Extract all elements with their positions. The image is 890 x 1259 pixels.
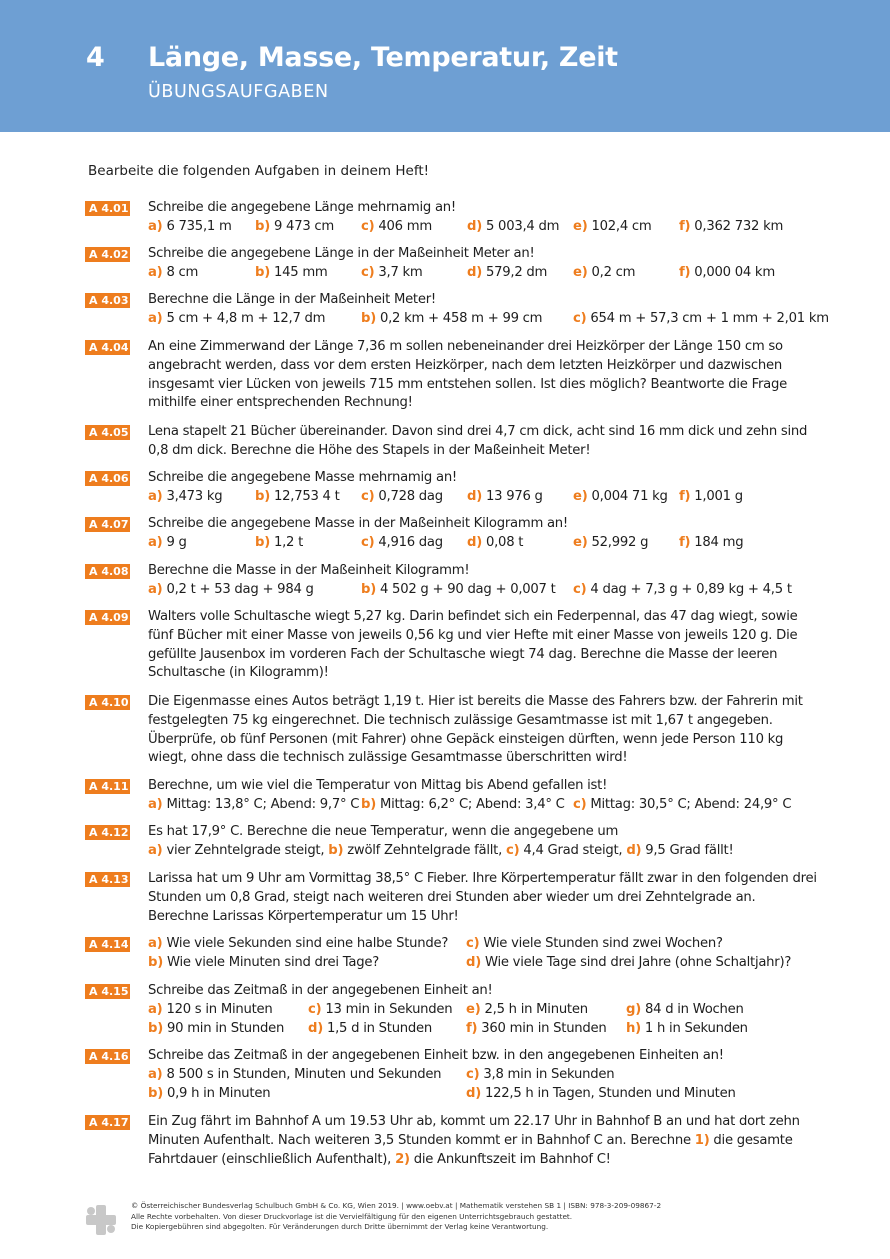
task-text-line: Schreibe die angegebene Masse mehrnamig an! xyxy=(148,470,457,485)
subtask xyxy=(361,218,432,237)
task-text-line: Es hat 17,9° C. Berechne die neue Temperatur, wenn die angegebene um xyxy=(148,824,619,839)
subtask-row xyxy=(148,954,816,973)
subtask-text: Mittag: 30,5° C; Abend: 24,9° C xyxy=(590,796,792,812)
subtask xyxy=(679,264,775,283)
subtask-text: 0,362 732 km xyxy=(694,218,784,234)
subtask-text: 122,5 h in Tagen, Stunden und Minuten xyxy=(484,1085,736,1101)
task-text-line: Berechne Larissas Körpertemperatur um 15 Uhr! xyxy=(148,908,459,924)
subtask-text: Wie viele Stunden sind zwei Wochen? xyxy=(483,936,723,951)
task-body xyxy=(148,469,816,507)
subtask-text: 1 h in Sekunden xyxy=(644,1020,748,1036)
subtask-text: 13 976 g xyxy=(485,488,543,504)
task-number-badge: A 4.17 xyxy=(85,1115,130,1130)
subtask-letter: c) xyxy=(361,218,375,234)
subtask-letter: f) xyxy=(679,218,691,234)
subtask-letter: c) xyxy=(573,310,587,326)
subtask-letter: b) xyxy=(255,264,270,280)
task-text-line: Schreibe das Zeitmaß in der angegebenen Einheit an! xyxy=(148,983,493,998)
subtask-text: 184 mg xyxy=(694,534,744,550)
subtask-text: 12,753 4 t xyxy=(273,488,340,504)
task-text-line: Schreibe die angegebene Masse in der Maßeinheit Kilogramm an! xyxy=(148,516,568,531)
subtask-letter: d) xyxy=(467,218,482,234)
subtask-letter: a) xyxy=(148,1066,163,1082)
task-body xyxy=(148,423,816,461)
task-text-line: Schreibe das Zeitmaß in der angegebenen Einheit bzw. in den angegebenen Einheiten an! xyxy=(148,1048,724,1063)
subtask xyxy=(679,488,743,507)
subtask-text: 654 m + 57,3 cm + 1 mm + 2,01 km xyxy=(590,310,829,326)
chapter-subtitle: ÜBUNGSAUFGABEN xyxy=(148,82,329,102)
subtask xyxy=(308,1020,432,1039)
task-text-line: Stunden um 0,8 Grad, steigt nach weiteren drei Stunden aber wieder um drei Zehntelgrade an. xyxy=(148,889,756,905)
task-text-line: Berechne, um wie viel die Temperatur von Mittag bis Abend gefallen ist! xyxy=(148,778,608,793)
subtask xyxy=(573,581,792,600)
subtask-text: 1,5 d in Stunden xyxy=(326,1020,433,1036)
subtask xyxy=(148,488,222,507)
subtask xyxy=(148,954,379,973)
subtask-letter: f) xyxy=(466,1020,478,1036)
subtask xyxy=(148,1085,270,1104)
subtask-letter: d) xyxy=(626,842,642,858)
task-number-badge: A 4.04 xyxy=(85,340,130,355)
subtask-text: vier Zehntelgrade steigt, xyxy=(166,842,325,858)
task-body xyxy=(148,1113,816,1169)
subtask-letter: b) xyxy=(255,488,270,504)
subtask xyxy=(626,1001,744,1020)
subtask-letter: f) xyxy=(679,488,691,504)
task-body xyxy=(148,608,816,683)
subtask-letter: a) xyxy=(148,264,163,280)
subtask xyxy=(361,264,423,283)
subtask-letter: b) xyxy=(255,218,270,234)
task-text-line: mithilfe einer entsprechenden Rechnung! xyxy=(148,395,413,411)
subtask xyxy=(148,310,325,329)
task-number-badge: A 4.10 xyxy=(85,695,130,710)
subtask xyxy=(361,581,556,600)
subtask-letter: d) xyxy=(467,264,482,280)
subtask-letter: a) xyxy=(148,842,163,858)
task-text-line xyxy=(148,1151,816,1170)
subtask-text: 9,5 Grad fällt! xyxy=(645,842,734,858)
puzzle-logo-icon xyxy=(84,1203,118,1237)
task-text-line: An eine Zimmerwand der Länge 7,36 m sollen nebeneinander drei Heizkörper der Länge 150 cm so xyxy=(148,339,783,354)
subtask-text: 9 g xyxy=(166,534,187,550)
subtask-text: Wie viele Minuten sind drei Tage? xyxy=(166,954,379,970)
task-body xyxy=(148,1047,816,1103)
footer-line: Alle Rechte vorbehalten. Von dieser Druckvorlage ist die Vervielfältigung für den eigenen Unterrichtsgebrauch gestattet. xyxy=(131,1211,573,1221)
subtask xyxy=(679,218,783,237)
subtask-text: 8 500 s in Stunden, Minuten und Sekunden xyxy=(166,1066,442,1082)
subtask-row xyxy=(148,796,816,815)
subtask xyxy=(573,488,668,507)
subtask xyxy=(466,1085,736,1104)
subtask-letter: c) xyxy=(361,534,375,550)
subtask-letter: b) xyxy=(148,1085,163,1101)
task-body xyxy=(148,777,816,815)
task-text-line: wiegt, ohne dass die technisch zulässige Gesamtmasse überschritten wird! xyxy=(148,750,628,766)
subtask-row xyxy=(148,1066,816,1085)
subtask-text: 1,2 t xyxy=(273,534,304,550)
subtask-text: 406 mm xyxy=(378,218,432,234)
subtask-letter: b) xyxy=(361,581,376,597)
subtask-text: 4 dag + 7,3 g + 0,89 kg + 4,5 t xyxy=(590,581,792,597)
subtask-text: 4,916 dag xyxy=(378,534,443,550)
subtask-text: 0,000 04 km xyxy=(694,264,775,280)
subtask xyxy=(466,935,723,954)
subtask xyxy=(255,488,340,507)
subtask-row xyxy=(148,935,816,954)
chapter-number: 4 xyxy=(86,42,105,73)
subtask-text: 120 s in Minuten xyxy=(166,1001,273,1017)
subtask-text: 9 473 cm xyxy=(273,218,335,234)
task-body xyxy=(148,291,829,329)
subtask-letter: a) xyxy=(148,581,163,597)
subtask-text: 52,992 g xyxy=(591,534,649,550)
subtask-letter: 2) xyxy=(395,1151,410,1167)
subtask-text: 84 d in Wochen xyxy=(644,1001,744,1017)
subtask-text: 102,4 cm xyxy=(591,218,652,234)
subtask-text: 3,473 kg xyxy=(166,488,223,504)
subtask-text: 4 502 g + 90 dag + 0,007 t xyxy=(379,581,556,597)
subtask xyxy=(148,534,187,553)
subtask-letter: c) xyxy=(573,581,587,597)
task-number-badge: A 4.13 xyxy=(85,872,130,887)
subtask-letter: g) xyxy=(626,1001,641,1017)
subtask xyxy=(148,1020,284,1039)
subtask xyxy=(148,264,198,283)
subtask-letter: d) xyxy=(467,534,482,550)
subtask-text: Wie viele Tage sind drei Jahre (ohne Schaltjahr)? xyxy=(484,954,792,970)
subtask xyxy=(467,218,559,237)
subtask-row xyxy=(148,581,816,600)
subtask-text: 90 min in Stunden xyxy=(166,1020,285,1036)
subtask-letter: e) xyxy=(573,534,588,550)
subtask-letter: e) xyxy=(573,218,588,234)
subtask-letter: c) xyxy=(506,842,520,858)
subtask xyxy=(466,1020,607,1039)
subtask-text: Wie viele Sekunden sind eine halbe Stunde? xyxy=(166,936,449,951)
task-number-badge: A 4.05 xyxy=(85,425,130,440)
subtask-letter: d) xyxy=(466,1085,481,1101)
subtask-text: 3,7 km xyxy=(378,264,423,280)
subtask xyxy=(361,488,443,507)
task-number-badge: A 4.09 xyxy=(85,610,130,625)
subtask-letter: e) xyxy=(466,1001,481,1017)
task-body xyxy=(148,245,816,283)
subtask-text: zwölf Zehntelgrade fällt, xyxy=(347,842,503,858)
subtask-text: 5 003,4 dm xyxy=(485,218,560,234)
subtask-text: 0,2 km + 458 m + 99 cm xyxy=(379,310,543,326)
subtask-letter: c) xyxy=(361,488,375,504)
task-number-badge: A 4.12 xyxy=(85,825,130,840)
subtask-text: 0,2 cm xyxy=(591,264,636,280)
subtask-line xyxy=(148,842,816,861)
subtask xyxy=(626,1020,748,1039)
task-number-badge: A 4.02 xyxy=(85,247,130,262)
task-number-badge: A 4.07 xyxy=(85,517,130,532)
subtask-letter: a) xyxy=(148,488,163,504)
task-number-badge: A 4.01 xyxy=(85,201,130,216)
subtask-row xyxy=(148,1020,816,1039)
subtask-letter: a) xyxy=(148,310,163,326)
subtask xyxy=(573,796,791,815)
task-body xyxy=(148,935,816,973)
subtask-row xyxy=(148,1085,816,1104)
copyright-footer xyxy=(131,1201,661,1233)
subtask-text: 4,4 Grad steigt, xyxy=(523,842,623,858)
subtask-letter: b) xyxy=(148,954,163,970)
subtask-letter: d) xyxy=(467,488,482,504)
subtask xyxy=(361,310,542,329)
task-text-line: gefüllte Jausenbox im vorderen Fach der Schultasche wiegt 74 dag. Berechne die Masse der leeren xyxy=(148,646,778,662)
subtask-row xyxy=(148,310,829,329)
subtask-text: die Ankunftszeit im Bahnhof C! xyxy=(413,1151,611,1167)
subtask xyxy=(466,1001,588,1020)
subtask xyxy=(148,796,359,815)
subtask-letter: b) xyxy=(328,842,344,858)
task-text-line: insgesamt vier Lücken von jeweils 715 mm entstehen sollen. Ist dies möglich? Beantworte die Frage xyxy=(148,376,787,392)
subtask-text: 2,5 h in Minuten xyxy=(484,1001,588,1017)
subtask-text: 0,9 h in Minuten xyxy=(166,1085,271,1101)
subtask-letter: a) xyxy=(148,534,163,550)
subtask-text: Mittag: 13,8° C; Abend: 9,7° C xyxy=(166,796,360,812)
subtask-text: 3,8 min in Sekunden xyxy=(483,1066,615,1082)
subtask-letter: c) xyxy=(466,1066,480,1082)
subtask-text: 0,004 71 kg xyxy=(591,488,668,504)
task-number-badge: A 4.03 xyxy=(85,293,130,308)
subtask-text: 0,2 t + 53 dag + 984 g xyxy=(166,581,314,597)
subtask-letter: b) xyxy=(255,534,270,550)
task-body xyxy=(148,515,816,553)
task-text-line: Berechne die Masse in der Maßeinheit Kilogramm! xyxy=(148,563,470,578)
subtask-text: 145 mm xyxy=(273,264,328,280)
chapter-header xyxy=(0,0,890,132)
subtask xyxy=(255,264,328,283)
subtask xyxy=(361,796,565,815)
subtask-text: die gesamte xyxy=(713,1132,793,1148)
subtask-text: 360 min in Stunden xyxy=(481,1020,607,1036)
task-text-line: Überprüfe, ob fünf Personen (mit Fahrer) ohne Gepäck einsteigen dürften, wenn jede Person 110 kg xyxy=(148,731,784,747)
footer-line: Die Kopiergebühren sind abgegolten. Für Veränderungen durch Dritte übernimmt der Verlag keine Verantwortung. xyxy=(131,1222,549,1232)
task-text: Minuten Aufenthalt. Nach weiteren 3,5 Stunden kommt er in Bahnhof C an. Berechne xyxy=(148,1132,691,1148)
subtask-letter: b) xyxy=(148,1020,163,1036)
task-body xyxy=(148,338,816,413)
subtask-row xyxy=(148,1001,816,1020)
subtask xyxy=(361,534,443,553)
subtask-text: 1,001 g xyxy=(694,488,743,504)
subtask-letter: e) xyxy=(573,488,588,504)
footer-line: © Österreichischer Bundesverlag Schulbuch GmbH & Co. KG, Wien 2019. | www.oebv.at | Mathematik verstehen SB 1 | ISBN: 978-3-209-09867-2 xyxy=(131,1201,662,1210)
task-number-badge: A 4.16 xyxy=(85,1049,130,1064)
subtask-text: 13 min in Sekunden xyxy=(325,1001,453,1017)
task-number-badge: A 4.11 xyxy=(85,779,130,794)
task-body xyxy=(148,870,816,926)
subtask-letter: d) xyxy=(466,954,481,970)
task-text-line: Larissa hat um 9 Uhr am Vormittag 38,5° C Fieber. Ihre Körpertemperatur fällt zwar in den folgenden drei xyxy=(148,871,817,886)
subtask-text: 8 cm xyxy=(166,264,199,280)
subtask-letter: d) xyxy=(308,1020,323,1036)
subtask xyxy=(573,264,635,283)
task-body xyxy=(148,982,816,1038)
subtask xyxy=(148,1001,272,1020)
subtask-row xyxy=(148,488,816,507)
task-text-line: Berechne die Länge in der Maßeinheit Meter! xyxy=(148,292,436,307)
subtask xyxy=(467,264,547,283)
task-number-badge: A 4.15 xyxy=(85,984,130,999)
task-body xyxy=(148,693,816,768)
subtask xyxy=(573,310,829,329)
subtask xyxy=(466,954,791,973)
subtask xyxy=(255,534,303,553)
subtask-letter: b) xyxy=(361,796,376,812)
task-text-line: fünf Bücher mit einer Masse von jeweils 0,56 kg und vier Hefte mit einer Masse von jeweils 120 g. Die xyxy=(148,627,798,643)
task-body xyxy=(148,199,816,237)
subtask xyxy=(255,218,334,237)
task-text: Fahrtdauer (einschließlich Aufenthalt), xyxy=(148,1151,392,1167)
subtask-letter: c) xyxy=(466,936,480,951)
task-text-line: Die Eigenmasse eines Autos beträgt 1,19 t. Hier ist bereits die Masse des Fahrers bzw. der Fahrerin mit xyxy=(148,694,803,709)
subtask-letter: a) xyxy=(148,218,163,234)
task-text-line: Walters volle Schultasche wiegt 5,27 kg. Darin befindet sich ein Federpennal, das 47 dag wiegt, sowie xyxy=(148,609,798,624)
task-text-line: Schreibe die angegebene Länge in der Maßeinheit Meter an! xyxy=(148,246,535,261)
task-text-line: Lena stapelt 21 Bücher übereinander. Davon sind drei 4,7 cm dick, acht sind 16 mm dick und zehn sind xyxy=(148,424,808,439)
subtask xyxy=(308,1001,452,1020)
subtask-letter: f) xyxy=(679,264,691,280)
task-text-line xyxy=(148,1132,816,1151)
subtask xyxy=(148,218,232,237)
subtask-letter: c) xyxy=(308,1001,322,1017)
task-body xyxy=(148,562,816,600)
subtask-letter: e) xyxy=(573,264,588,280)
subtask xyxy=(148,581,314,600)
subtask-row xyxy=(148,264,816,283)
subtask-row xyxy=(148,534,816,553)
task-text-line: festgelegten 75 kg eingerechnet. Die technisch zulässige Gesamtmasse ist mit 1,67 t angegeben. xyxy=(148,712,773,728)
subtask-letter: f) xyxy=(679,534,691,550)
task-text-line: Ein Zug fährt im Bahnhof A um 19.53 Uhr ab, kommt um 22.17 Uhr in Bahnhof B an und hat dort zehn xyxy=(148,1114,800,1129)
subtask-text: 6 735,1 m xyxy=(166,218,232,234)
subtask-letter: a) xyxy=(148,936,163,951)
subtask-text: Mittag: 6,2° C; Abend: 3,4° C xyxy=(379,796,565,812)
subtask-letter: 1) xyxy=(694,1132,710,1148)
subtask-row xyxy=(148,218,816,237)
subtask-text: 0,08 t xyxy=(485,534,524,550)
task-text-line: angebracht werden, dass vor dem ersten Heizkörper, nach dem letzten Heizkörper und dazwischen xyxy=(148,357,782,373)
chapter-title: Länge, Masse, Temperatur, Zeit xyxy=(148,42,618,73)
subtask-text: 5 cm + 4,8 m + 12,7 dm xyxy=(166,310,326,326)
subtask-letter: h) xyxy=(626,1020,641,1036)
task-text-line: Schreibe die angegebene Länge mehrnamig an! xyxy=(148,200,456,215)
subtask-letter: b) xyxy=(361,310,376,326)
subtask xyxy=(467,488,543,507)
subtask-letter: a) xyxy=(148,1001,163,1017)
task-text-line: 0,8 dm dick. Berechne die Höhe des Stapels in der Maßeinheit Meter! xyxy=(148,442,591,458)
subtask xyxy=(466,1066,614,1085)
task-number-badge: A 4.08 xyxy=(85,564,130,579)
task-body xyxy=(148,823,816,861)
subtask xyxy=(467,534,523,553)
subtask xyxy=(573,534,648,553)
subtask-text: 579,2 dm xyxy=(485,264,548,280)
intro-text: Bearbeite die folgenden Aufgaben in deinem Heft! xyxy=(88,163,430,179)
subtask-letter: c) xyxy=(361,264,375,280)
task-text-line: Schultasche (in Kilogramm)! xyxy=(148,665,329,681)
subtask xyxy=(148,935,448,954)
subtask xyxy=(573,218,652,237)
task-number-badge: A 4.06 xyxy=(85,471,130,486)
subtask xyxy=(679,534,743,553)
subtask-letter: c) xyxy=(573,796,587,812)
subtask-letter: a) xyxy=(148,796,163,812)
subtask-text: 0,728 dag xyxy=(378,488,443,504)
subtask xyxy=(148,1066,441,1085)
task-number-badge: A 4.14 xyxy=(85,937,130,952)
